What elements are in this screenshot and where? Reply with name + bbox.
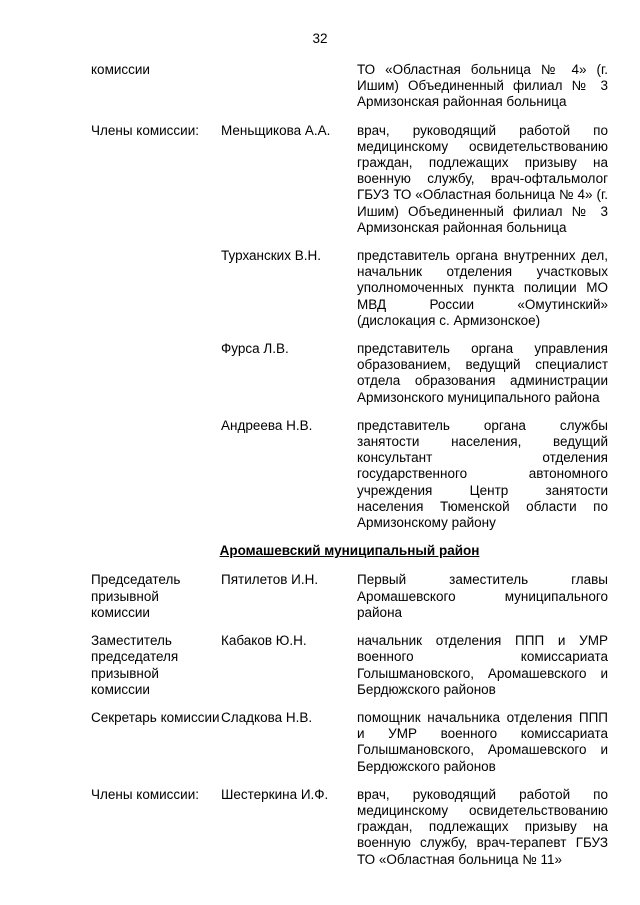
- member-role: [91, 418, 221, 531]
- commission-member-row: [91, 572, 608, 621]
- commission-member-row: [91, 633, 608, 698]
- district-heading: Аромашевский муниципальный район: [219, 543, 480, 559]
- member-position: ТО «Областная больница № 4» (г. Ишим) Объединенный филиал № 3 Армизонская районная больница: [357, 62, 608, 110]
- member-position: врач, руководящий работой по медицинскому освидетельствованию граждан, подлежащих призыву на военную службу, врач-терапевт ГБУЗ ТО «Областная больница № 11»: [357, 786, 608, 867]
- member-name: Сладкова Н.В.: [221, 709, 313, 725]
- member-role: Председатель призывной комиссии: [91, 572, 181, 620]
- member-name: Пятилетов И.Н.: [221, 572, 319, 588]
- commission-member-row: [91, 341, 608, 406]
- commission-member-row: [91, 248, 608, 329]
- member-position: Первый заместитель главы Аромашевского муниципального района: [357, 572, 608, 620]
- member-role: Заместитель председателя призывной комиссии: [91, 633, 179, 697]
- member-role: [91, 341, 221, 406]
- member-name: Фурса Л.В.: [221, 341, 289, 357]
- member-name: Андреева Н.В.: [221, 417, 313, 433]
- member-role: Члены комиссии:: [91, 122, 200, 138]
- member-name: Шестеркина И.Ф.: [221, 786, 329, 802]
- member-role: Члены комиссии:: [91, 786, 200, 802]
- member-role: Секретарь комиссии: [91, 709, 220, 725]
- member-position: начальник отделения ППП и УМР военного комиссариата Голышмановского, Аромашевского и Бердюжского районов: [357, 633, 608, 697]
- commission-member-row: [91, 787, 608, 868]
- member-position: представитель органа управления образованием, ведущий специалист отдела образования администрации Армизонского муниципального района: [357, 341, 608, 405]
- member-role: [91, 248, 221, 329]
- member-position: врач, руководящий работой по медицинскому освидетельствованию граждан, подлежащих призыву на военную службу, врач-офтальмолог ГБУЗ ТО «Областная больница № 4» (г. Ишим) Объединенный филиал № 3 Армизонская районная больница: [357, 122, 608, 235]
- commission-member-row: [91, 62, 608, 111]
- commission-list: [91, 62, 608, 880]
- armizon-commission-rows: [91, 62, 608, 531]
- commission-member-row: [91, 123, 608, 236]
- page-number: 32: [312, 31, 328, 46]
- member-position: представитель органа службы занятости населения, ведущий консультант отделения государственного автономного учреждения Центр занятости населения Тюменской области по Армизонскому району: [357, 417, 608, 531]
- member-name: Кабаков Ю.Н.: [221, 633, 307, 649]
- aromashevo-commission-rows: [91, 572, 608, 867]
- commission-member-row: [91, 710, 608, 775]
- member-name: [221, 62, 357, 111]
- member-name: Турханских В.Н.: [221, 248, 321, 264]
- member-position: помощник начальника отделения ППП и УМР военного комиссариата Голышмановского, Аромашевского и Бердюжского районов: [357, 709, 608, 774]
- member-name: Меньщикова А.А.: [221, 122, 331, 138]
- member-role: комиссии: [91, 62, 150, 77]
- member-position: представитель органа внутренних дел, начальник отделения участковых уполномоченных пункта полиции МО МВД России «Омутинский» (дислокация с. Армизонское): [357, 248, 608, 328]
- commission-member-row: [91, 418, 608, 531]
